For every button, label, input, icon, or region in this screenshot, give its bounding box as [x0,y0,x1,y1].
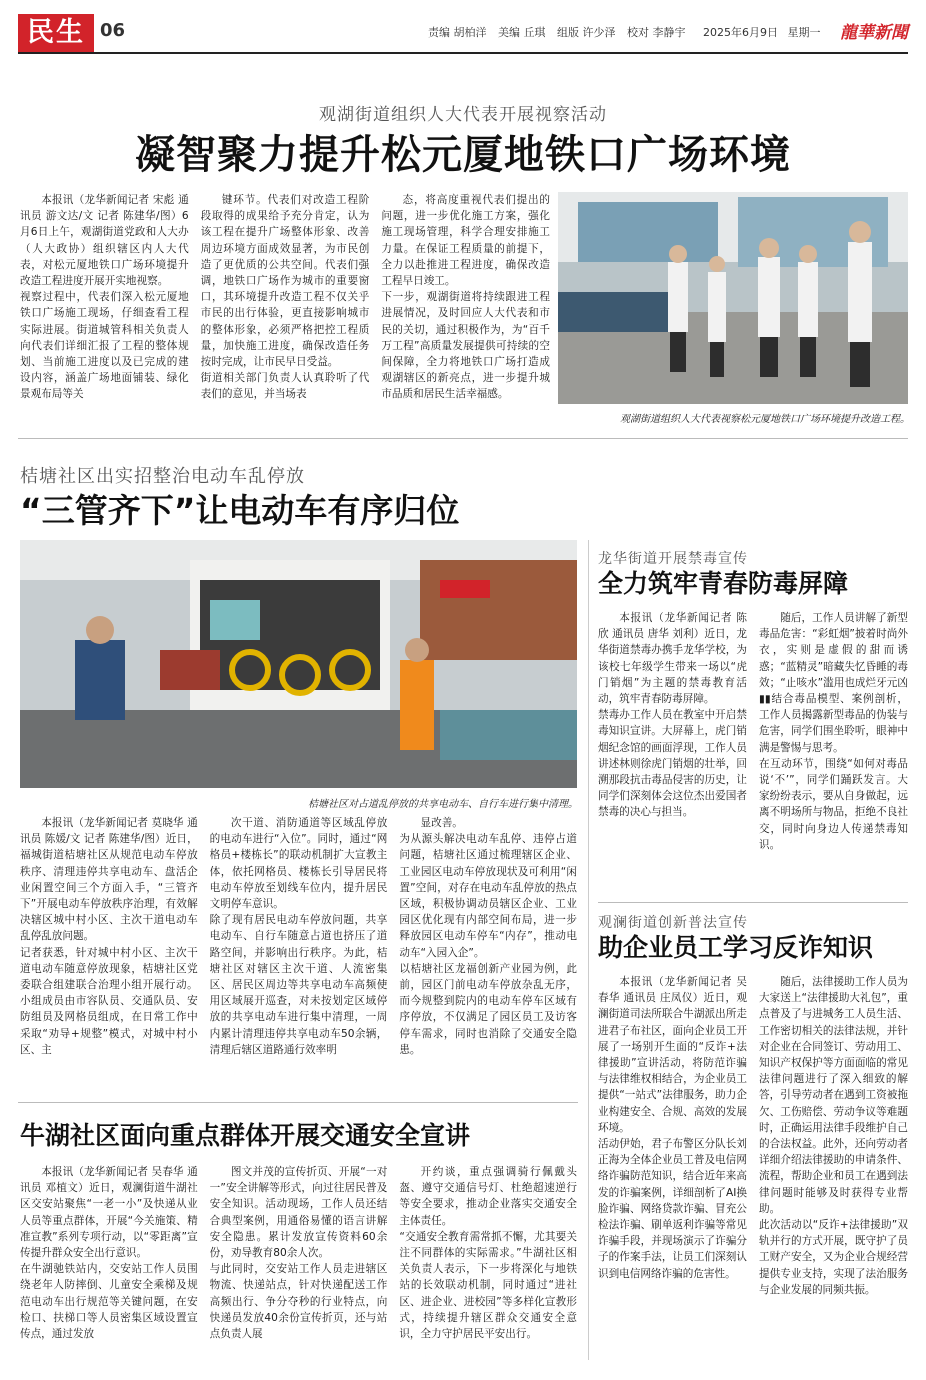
article2-col1: 本报讯（龙华新闻记者 莫晓华 通讯员 陈媛/文 记者 陈建华/图）近日，福城街道桔塘社区从规范电动车停放秩序、清理违停共享电动车、盘活企业闲置空间三个方面入手，“三管齐下”开展电动车停放秩序治理，有效解决辖区城中村小区、主次干道电动车乱停乱放问题。 记者获悉，针对城中村小区、主次干道电动车随意停放现象，桔塘社区党委联合组建联合治理小组开展行动。小组成员由市容队员、交通队员、安防组员及网格员组成，在日常工作中采取“劝导+规整”模式，对城中村小区、主 [20,817,198,1056]
credits-line [428,24,821,40]
issue-date: 2025年6月9日 [703,26,778,39]
section-label: 民生 [27,17,85,48]
paper-logo: 龍華新聞 [840,23,908,43]
bike-cleanup-image [20,540,577,788]
article1-body [20,192,550,432]
credit-role: 美编 [498,26,520,39]
article3-kicker: 龙华街道开展禁毒宣传 [598,551,748,567]
credit-name: 丘琪 [523,26,546,39]
article1-photo-caption: 观湖街道组织人大代表视察松元厦地铁口广场环境提升改造工程。 [620,414,910,425]
credit-name: 胡柏洋 [453,26,487,39]
article2-col3: 显改善。 为从源头解决电动车乱停、违停占道问题，桔塘社区通过梳理辖区企业、工业园区电动车停放现状及可利用“闲置”空间，对存在电动车乱停放的热点区域，积极协调动员辖区企业、工业园区优化现有内部空间布局，进一步释放园区电动车停车“内存”，推动电动车“入园入企”。 以桔塘社区龙福创新产业园为例，此前，园区门前电动车停放杂乱无序，而今规整到院内的电动车停车区域有序停放，不仅满足了园区员工及访客停车需求，同时也消除了交通安全隐患。 [399,817,578,1056]
article4-col1: 本报讯（龙华新闻记者 吴春华 通讯员 庄凤仪）近日，观澜街道司法所联合牛湖派出所走进君子布社区，面向企业员工开展了一场别开生面的“反诈+法律援助”宣讲活动，将防范诈骗与法律维权相结合，为企业员工提供“一站式”法律服务，助力企业构建安全、合规、高效的发展环境。 活动伊始，君子布警区分队长刘正海为全体企业员工普及电信网络诈骗防范知识，结合近年来高发的诈骗案例，详细剖析了AI换脸诈骗、网络贷款诈骗、冒充公检法诈骗、刷单返利诈骗等常见诈骗手段，并现场演示了诈骗分子的作案手法，让员工们深刻认识到电信网络诈骗的危害性。 [598,976,747,1280]
article2-col2: 次干道、消防通道等区域乱停放的电动车进行“入位”。同时，通过“网格员+楼栋长”的联动机制扩大宣教主体，依托网格员、楼栋长引导居民将电动车停放至划线车位内，提升居民文明停车意识。 除了现有居民电动车停放问题，共享电动车、自行车随意占道也挤压了道路空间，并影响出行秩序。为此，桔塘社区对辖区主次干道、人流密集区、居民区周边等共享电动车高频使用区域展开巡查，对未按划定区域停放的共享电动车进行集中清理，一周内累计清理违停共享电动车50余辆，清理后辖区道路通行效率明 [209,817,388,1056]
article4-headline: 助企业员工学习反诈知识 [598,933,874,962]
article5-body [20,1164,577,1370]
article2-photo-caption: 桔塘社区对占道乱停放的共享电动车、自行车进行集中清理。 [308,799,578,810]
credit-role: 校对 [627,26,649,39]
masthead-rule [18,52,908,54]
credit-role: 组版 [557,26,579,39]
article2-body [20,815,577,1090]
issue-weekday: 星期一 [787,26,821,39]
article1-photo [558,192,908,404]
divider-1 [18,438,908,439]
article2-kicker: 桔塘社区出实招整治电动车乱停放 [20,466,305,487]
credit-name: 许少泽 [582,26,616,39]
article2-headline: “三管齐下”让电动车有序归位 [20,491,460,530]
divider-2 [18,1102,578,1103]
article1-kicker: 观湖街道组织人大代表开展视察活动 [319,105,607,125]
article3-headline: 全力筑牢青春防毒屏障 [598,569,849,598]
divider-3 [598,902,908,903]
article4-body [598,974,908,1370]
article5-headline: 牛湖社区面向重点群体开展交通安全宣讲 [20,1121,471,1150]
article1-col1: 本报讯（龙华新闻记者 宋彪 通讯员 游文达/文 记者 陈建华/图）6月6日上午，观湖街道党政和人大办（人大政协）组织辖区内人大代表，对松元厦地铁口广场环境提升改造工程进度开展开实地视察。 视察过程中，代表们深入松元厦地铁口广场施工现场，仔细查看工程实际进展。街道城管科相关负责人向代表们详细汇报了工程的整体规划、当前施工进度以及已完成的建设内容，涵盖广场地面铺装、绿化景观布局等关 [20,194,189,401]
article3-col1: 本报讯（龙华新闻记者 陈欣 通讯员 唐华 刘利）近日，龙华街道禁毒办携手龙华学校，为该校七年级学生带来一场以“虎门销烟”为主题的禁毒教育活动，筑牢青春防毒屏障。 禁毒办工作人员在教室中开启禁毒知识宣讲。大屏幕上，虎门销烟纪念馆的画面浮现，工作人员讲述林则徐虎门销烟的壮举，回溯那段抗击毒品侵害的历史，让同学们深刻体会这位杰出爱国者禁毒的决心与担当。 [598,612,747,819]
article3-col2: 随后，工作人员讲解了新型毒品危害：“彩虹烟”披着时尚外衣，实则是虚假的甜而诱惑；“蓝精灵”暗藏失忆昏睡的毒效；“止咳水”滥用也成烂牙元凶▮▮结合毒品模型、案例剖析，工作人员揭露新型毒品的伪装与危害，同学们围坐聆听，眼神中满是警惕与思考。 在互动环节，围绕“如何对毒品说‘不’”，同学们踊跃发言。大家纷纷表示，要从自身做起，远离不明场所与物品，拒绝不良社交，同时向身边人传递禁毒知识。 [759,612,908,851]
article2-photo [20,540,577,788]
inspection-scene-image [558,192,908,404]
article5-col3: 开约谈，重点强调骑行佩戴头盔、遵守交通信号灯、杜绝超速逆行等安全要求，推动企业落实交通安全主体责任。 “交通安全教育需常抓不懈，尤其要关注不同群体的实际需求。”牛湖社区相关负责人表示，下一步将深化与地铁站的长效联动机制，同时通过“进社区、进企业、进校园”等多样化宣教形式，持续提升辖区群众交通安全意识，全力守护居民平安出行。 [399,1166,578,1341]
article4-col2: 随后，法律援助工作人员为大家送上“法律援助大礼包”，重点普及了与进城务工人员生活、工作密切相关的法律法规，并针对企业在合同签订、劳动用工、知识产权保护等方面面临的常见法律问题进行了深入细致的解答，引导劳动者在遇到工资被拖欠、工伤赔偿、劳动争议等难题时，正确运用法律手段维护自己的合法权益。此外，还向劳动者详细介绍法律援助的申请条件、流程，帮助企业和员工在遇到法律问题时能够及时获得专业帮助。 此次活动以“反诈+法律援助”双轨并行的方式开展，既守护了员工财产安全，又为企业合规经营提供专业支持，实现了法治服务与企业发展的同频共振。 [759,976,908,1296]
article1-col2: 键环节。代表们对改造工程阶段取得的成果给予充分肯定，认为该工程在提升广场整体形象、改善周边环境方面成效显著，为市民创造了更优质的公共空间。代表们强调，地铁口广场作为城市的重要窗口，其环境提升改造工程不仅关乎市民的出行体验，更直接影响城市的整体形象，必须严格把控工程质量，加快施工进度，确保改造任务按时完成，让市民早日受益。 街道相关部门负责人认真聆听了代表们的意见，并当场表 [200,194,370,401]
article1-col3: 态，将高度重视代表们提出的问题，进一步优化施工方案，强化施工现场管理，科学合理安排施工力量。在保证工程质量的前提下，全力以赴推进工程进度，确保改造工程早日竣工。 下一步，观湖街道将持续跟进工程进展情况，及时回应人大代表和市民的关切，通过积极作为，为“百千万工程”高质量发展提供可持续的空间保障，全力将地铁口广场打造成观湖辖区的新亮点，进一步提升城市品质和居民生活幸福感。 [381,194,551,401]
article3-body [598,610,908,895]
article4-kicker: 观澜街道创新普法宣传 [598,915,748,931]
right-column-divider [588,540,589,1360]
credit-role: 责编 [428,26,450,39]
article5-col1: 本报讯（龙华新闻记者 吴春华 通讯员 邓植文）近日，观澜街道牛湖社区交安站聚焦“一老一小”及快递从业人员等重点群体，开展“今关施策、精准宣教”系列专项行动，以“零距离”宣传提升群众安全出行意识。 在牛湖驰铁站内，交安站工作人员围绕老年人防摔倒、儿童安全乘梯及规范电动车出行规范等关键问题，在安检口、扶梯口等人员密集区域设置宣传点，通过发放 [20,1166,198,1341]
credit-name: 李静宇 [652,26,686,39]
section-badge [18,14,94,52]
article5-col2: 图文并茂的宣传折页、开展“一对一”安全讲解等形式，向过往居民普及安全知识。活动现场，工作人员还结合典型案例，用通俗易懂的语言讲解安全隐患。累计发放宣传资料60余份，劝导教育80余人次。 与此同时，交安站工作人员走进辖区物流、快递站点，针对快递配送工作高频出行、争分夺秒的行业特点，向快递员发放40余份宣传折页，还与站点负责人展 [209,1166,388,1341]
article1-headline: 凝智聚力提升松元厦地铁口广场环境 [135,132,791,178]
page-number: 06 [100,20,126,41]
